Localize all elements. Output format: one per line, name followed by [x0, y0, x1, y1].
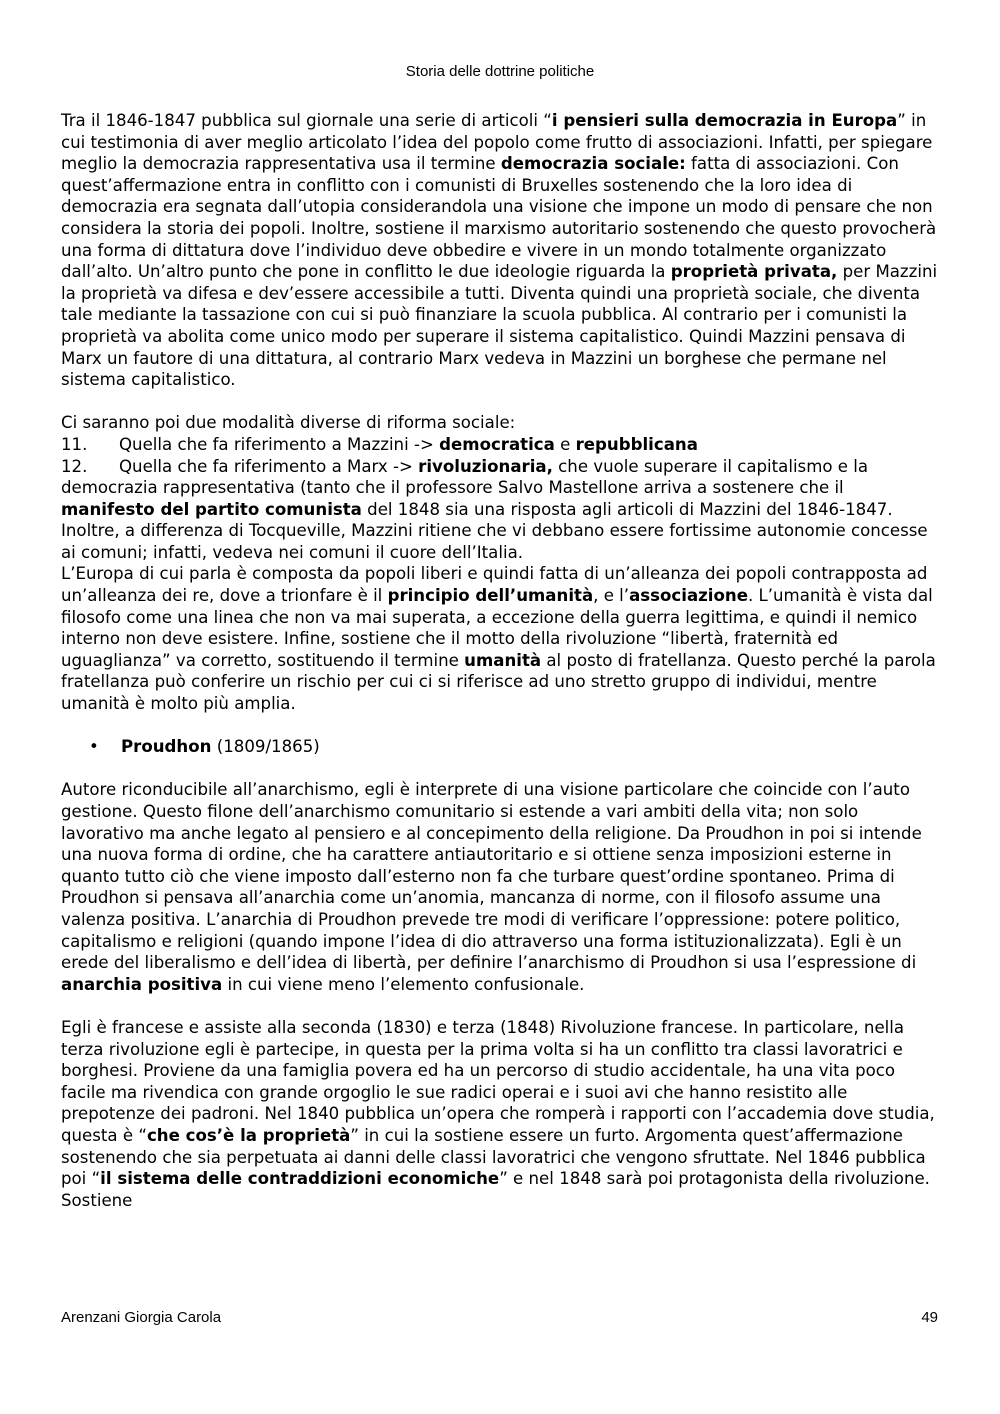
text-run: al posto di fratellanza. Questo perché la parola fratellanza può conferire un rischio per cui ci si riferisce ad uno stretto gruppo di individui, mentre umanità è molto più amplia. — [61, 650, 936, 714]
paragraph-gap — [61, 715, 941, 737]
text-run: del 1848 sia una risposta agli articoli di Mazzini del 1846-1847. — [361, 499, 893, 519]
bold-text: repubblicana — [575, 434, 698, 454]
bold-text: i pensieri sulla democrazia in Europa — [551, 111, 898, 130]
paragraph-intro-list: Ci saranno poi due modalità diverse di riforma sociale: — [61, 413, 516, 433]
bold-text: umanità — [464, 650, 542, 670]
paragraph-anarchism — [61, 779, 941, 995]
text-run: . L’umanità è vista dal filosofo come una linea che non va mai superata, a eccezione della guerra legittima, e quindi il nemico interno non deve esistere. Infine, sostiene che il motto della rivoluzione “libertà, fraternità ed uguaglianza” va corretto, sostituendo il termine — [61, 586, 933, 670]
text-run: , e l’ — [593, 586, 630, 606]
text-run: Tra il 1846-1847 pubblica sul giornale una serie di articoli “ — [61, 111, 552, 130]
paragraph-gap — [61, 758, 941, 780]
bold-text: che cos’è la proprietà — [146, 1125, 351, 1145]
text-run: per Mazzini la proprietà va difesa e dev’essere accessibile a tutti. Diventa quindi una proprietà sociale, che diventa tale mediante la tassazione con cui si può finanziare la scuola pubblica. Al contrario per i comunisti la proprietà va abolita come unico modo per superare il sistema capitalistico. Quindi Mazzini pensava di Marx un fautore di una dittatura, al contrario Marx vedeva in Mazzini un borghese che permane nel sistema capitalistico. — [61, 262, 938, 390]
bold-text: anarchia positiva — [61, 974, 223, 994]
bold-text: democratica — [439, 434, 555, 454]
text-run: ” e nel 1848 sarà poi protagonista della rivoluzione. Sostiene — [61, 1169, 930, 1210]
text-run: e — [554, 434, 576, 454]
paragraph-mazzini-articles — [61, 110, 941, 391]
bold-text: il sistema delle contraddizioni economiche — [100, 1169, 500, 1189]
text-run: Quella che fa riferimento a Mazzini -> — [119, 434, 440, 454]
list-item-12 — [61, 456, 941, 521]
bullet-item-proudhon — [61, 736, 941, 758]
text-run: Quella che fa riferimento a Marx -> — [119, 456, 419, 476]
bold-text: principio dell’umanità — [387, 586, 594, 606]
bold-text: rivoluzionaria, — [418, 456, 553, 476]
page-header: Storia delle dottrine politiche — [405, 63, 595, 80]
text-run: che vuole superare il capitalismo e la democrazia rappresentativa (tanto che il professore Salvo Mastellone arriva a sostenere che il — [61, 456, 869, 498]
text-run: ” in cui la sostiene essere un furto. Argomenta quest’affermazione sostenendo che sia perpetuata ai danni delle classi lavoratrici che vengono sfruttate. Nel 1846 pubblica poi “ — [61, 1125, 926, 1189]
list-number: 12. — [61, 456, 88, 476]
text-run: Egli è francese e assiste alla seconda (1830) e terza (1848) Rivoluzione francese. In particolare, nella terza rivoluzione egli è partecipe, in questa per la prima volta si ha un conflitto tra classi lavoratrici e borghesi. Proviene da una famiglia povera ed ha un percorso di studio accidentale, ha una vita poco facile ma rivendica con grande orgoglio le sue radici operai e i suoi avi che hanno resistito alle prepotenze dei padroni. Nel 1840 pubblica un’opera che romperà i rapporti con l’accademia dove studia, questa è “ — [61, 1017, 935, 1145]
paragraph-gap — [61, 995, 941, 1017]
bold-text: Proudhon — [121, 737, 212, 757]
bold-text: manifesto del partito comunista — [61, 499, 362, 519]
document-body — [61, 110, 941, 1211]
page-number: 49 — [921, 1309, 938, 1326]
bold-text: proprietà privata, — [670, 262, 838, 282]
text-run: in cui viene meno l’elemento confusionale. — [222, 974, 585, 994]
list-number: 11. — [61, 434, 88, 454]
text-run: ” in cui testimonia di aver meglio articolato l’idea del popolo come frutto di associazioni. Infatti, per spiegare meglio la democrazia rappresentativa usa il termine — [61, 111, 933, 174]
paragraph-tocqueville: Inoltre, a differenza di Tocqueville, Mazzini ritiene che vi debbano essere fortissime autonomie concesse ai comuni; infatti, vedeva nei comuni il cuore dell’Italia. — [61, 521, 928, 562]
footer-author: Arenzani Giorgia Carola — [61, 1309, 222, 1326]
list-item-11 — [61, 434, 941, 456]
text-run: fatta di associazioni. Con quest’affermazione entra in conflitto con i comunisti di Bruxelles sostenendo che la loro idea di democrazia era segnata dall’utopia considerandola una visione che impone un modo di pensare che non considera la storia dei popoli. Inoltre, sostiene il marxismo autoritario sostenendo che questo provocherà una forma di dittatura dove l’individuo deve obbedire e vivere in un mondo totalmente organizzato dall’alto. Un’altro punto che pone in conflitto le due ideologie riguarda la — [61, 154, 937, 282]
bullet-icon: • — [89, 737, 99, 757]
paragraph-gap — [61, 391, 941, 413]
paragraph-biography — [61, 1017, 941, 1211]
bold-text: democrazia sociale: — [500, 154, 686, 174]
text-run: (1809/1865) — [211, 737, 320, 757]
text-run: L’Europa di cui parla è composta da popoli liberi e quindi fatta di un’alleanza dei popoli contrapposta ad un’alleanza dei re, dove a trionfare è il — [61, 564, 928, 606]
paragraph-europe — [61, 563, 941, 714]
bold-text: associazione — [629, 586, 748, 606]
text-run: Autore riconducibile all’anarchismo, egli è interprete di una visione particolare che coincide con l’auto gestione. Questo filone dell’anarchismo comunitario si estende a vari ambiti della vita; non solo lavorativo ma anche legato al pensiero e al concepimento della religione. Da Proudhon in poi si intende una nuova forma di ordine, che ha carattere antiautoritario e si ottiene senza imposizioni esterne in quanto tutto ciò che viene imposto dall’esterno non fa che turbare quest’ordine spontaneo. Prima di Proudhon si pensava all’anarchia come un’anomia, mancanza di norme, con il filosofo assume una valenza positiva. L’anarchia di Proudhon prevede tre modi di verificare l’oppressione: potere politico, capitalismo e religioni (quando impone l’idea di dio attraverso una forma istituzionalizzata). Egli è un erede del liberalismo e dell’idea di libertà, per definire l’anarchismo di Proudhon si usa l’espressione di — [61, 780, 922, 973]
